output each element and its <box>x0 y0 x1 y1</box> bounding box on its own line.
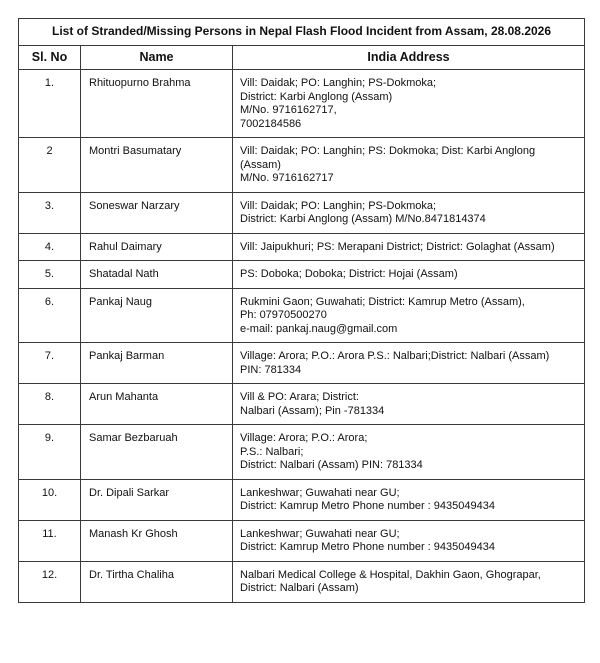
address-line: P.S.: Nalbari; <box>240 445 304 458</box>
cell-slno: 9. <box>19 425 81 480</box>
address-line: Ph: 07970500270 <box>240 309 327 321</box>
address-line: Village: Arora; P.O.: Arora; <box>240 432 368 444</box>
cell-slno: 1. <box>19 70 81 138</box>
address-line: Rukmini Gaon; Guwahati; District: Kamrup Metro (Assam), <box>240 295 525 308</box>
address-line: M/No. 9716162717, <box>240 104 337 116</box>
cell-address <box>233 192 585 233</box>
address-line: District: Nalbari (Assam) PIN: 781334 <box>240 459 423 471</box>
address-line: District: Karbi Anglong (Assam) <box>240 90 393 103</box>
cell-address <box>233 479 585 520</box>
address-line: 7002184586 <box>240 117 302 130</box>
cell-name: Pankaj Naug <box>81 288 233 343</box>
cell-name: Dr. Dipali Sarkar <box>81 479 233 520</box>
address-line: M/No. 9716162717 <box>240 172 334 184</box>
cell-slno: 4. <box>19 233 81 261</box>
table-row <box>19 288 585 343</box>
cell-slno: 2 <box>19 138 81 193</box>
address-line: Vill: Jaipukhuri; PS: Merapani District; District: Golaghat (Assam) <box>240 240 555 253</box>
cell-name: Rhituopurno Brahma <box>81 70 233 138</box>
address-line: District: Kamrup Metro Phone number : 9435049434 <box>240 500 495 512</box>
cell-name: Pankaj Barman <box>81 343 233 384</box>
cell-slno: 5. <box>19 261 81 289</box>
cell-slno: 12. <box>19 561 81 602</box>
cell-name: Dr. Tirtha Chaliha <box>81 561 233 602</box>
cell-address <box>233 70 585 138</box>
cell-slno: 6. <box>19 288 81 343</box>
table-row <box>19 520 585 561</box>
table-row <box>19 261 585 289</box>
cell-slno: 10. <box>19 479 81 520</box>
cell-address <box>233 261 585 289</box>
cell-name: Soneswar Narzary <box>81 192 233 233</box>
address-line: Lankeshwar; Guwahati near GU; <box>240 527 400 540</box>
table-row <box>19 192 585 233</box>
table-row <box>19 70 585 138</box>
cell-name: Manash Kr Ghosh <box>81 520 233 561</box>
address-line: Vill: Daidak; PO: Langhin; PS: Dokmoka; Dist: Karbi Anglong (Assam) <box>240 145 536 171</box>
cell-slno: 8. <box>19 384 81 425</box>
cell-address <box>233 343 585 384</box>
cell-address <box>233 520 585 561</box>
table-row <box>19 425 585 480</box>
cell-name: Montri Basumatary <box>81 138 233 193</box>
cell-address <box>233 288 585 343</box>
cell-address <box>233 561 585 602</box>
address-line: Nalbari Medical College & Hospital, Dakhin Gaon, Ghograpar, District: Nalbari (Assam) <box>240 568 541 594</box>
cell-address <box>233 425 585 480</box>
cell-name: Rahul Daimary <box>81 233 233 261</box>
cell-address <box>233 384 585 425</box>
address-line: Village: Arora; P.O.: Arora P.S.: Nalbari;District: Nalbari (Assam) <box>240 350 550 362</box>
address-line: PS: Doboka; Doboka; District: Hojai (Assam) <box>240 268 458 280</box>
cell-name: Samar Bezbaruah <box>81 425 233 480</box>
address-line: Nalbari (Assam); Pin -781334 <box>240 404 385 417</box>
table-title: List of Stranded/Missing Persons in Nepal Flash Flood Incident from Assam, 28.08.2026 <box>19 19 585 46</box>
header-slno: Sl. No <box>19 45 81 70</box>
cell-slno: 11. <box>19 520 81 561</box>
title-row <box>19 19 585 46</box>
table-row <box>19 233 585 261</box>
cell-name: Shatadal Nath <box>81 261 233 289</box>
cell-address <box>233 138 585 193</box>
cell-address <box>233 233 585 261</box>
address-line: e-mail: pankaj.naug@gmail.com <box>240 322 398 335</box>
persons-table <box>18 18 585 603</box>
table-row <box>19 561 585 602</box>
address-line: PIN: 781334 <box>240 363 302 376</box>
table-row <box>19 384 585 425</box>
table-row <box>19 138 585 193</box>
cell-slno: 3. <box>19 192 81 233</box>
document-page <box>18 18 584 603</box>
address-line: Vill: Daidak; PO: Langhin; PS-Dokmoka; <box>240 199 437 212</box>
address-line: District: Kamrup Metro Phone number : 9435049434 <box>240 541 495 553</box>
address-line: Lankeshwar; Guwahati near GU; <box>240 486 400 499</box>
address-line: District: Karbi Anglong (Assam) M/No.8471814374 <box>240 213 486 225</box>
table-body <box>19 70 585 603</box>
header-address: India Address <box>233 45 585 70</box>
cell-slno: 7. <box>19 343 81 384</box>
header-row <box>19 45 585 70</box>
header-name: Name <box>81 45 233 70</box>
cell-name: Arun Mahanta <box>81 384 233 425</box>
address-line: Vill: Daidak; PO: Langhin; PS-Dokmoka; <box>240 77 437 89</box>
table-row <box>19 479 585 520</box>
address-line: Vill & PO: Arara; District: <box>240 391 359 403</box>
table-row <box>19 343 585 384</box>
